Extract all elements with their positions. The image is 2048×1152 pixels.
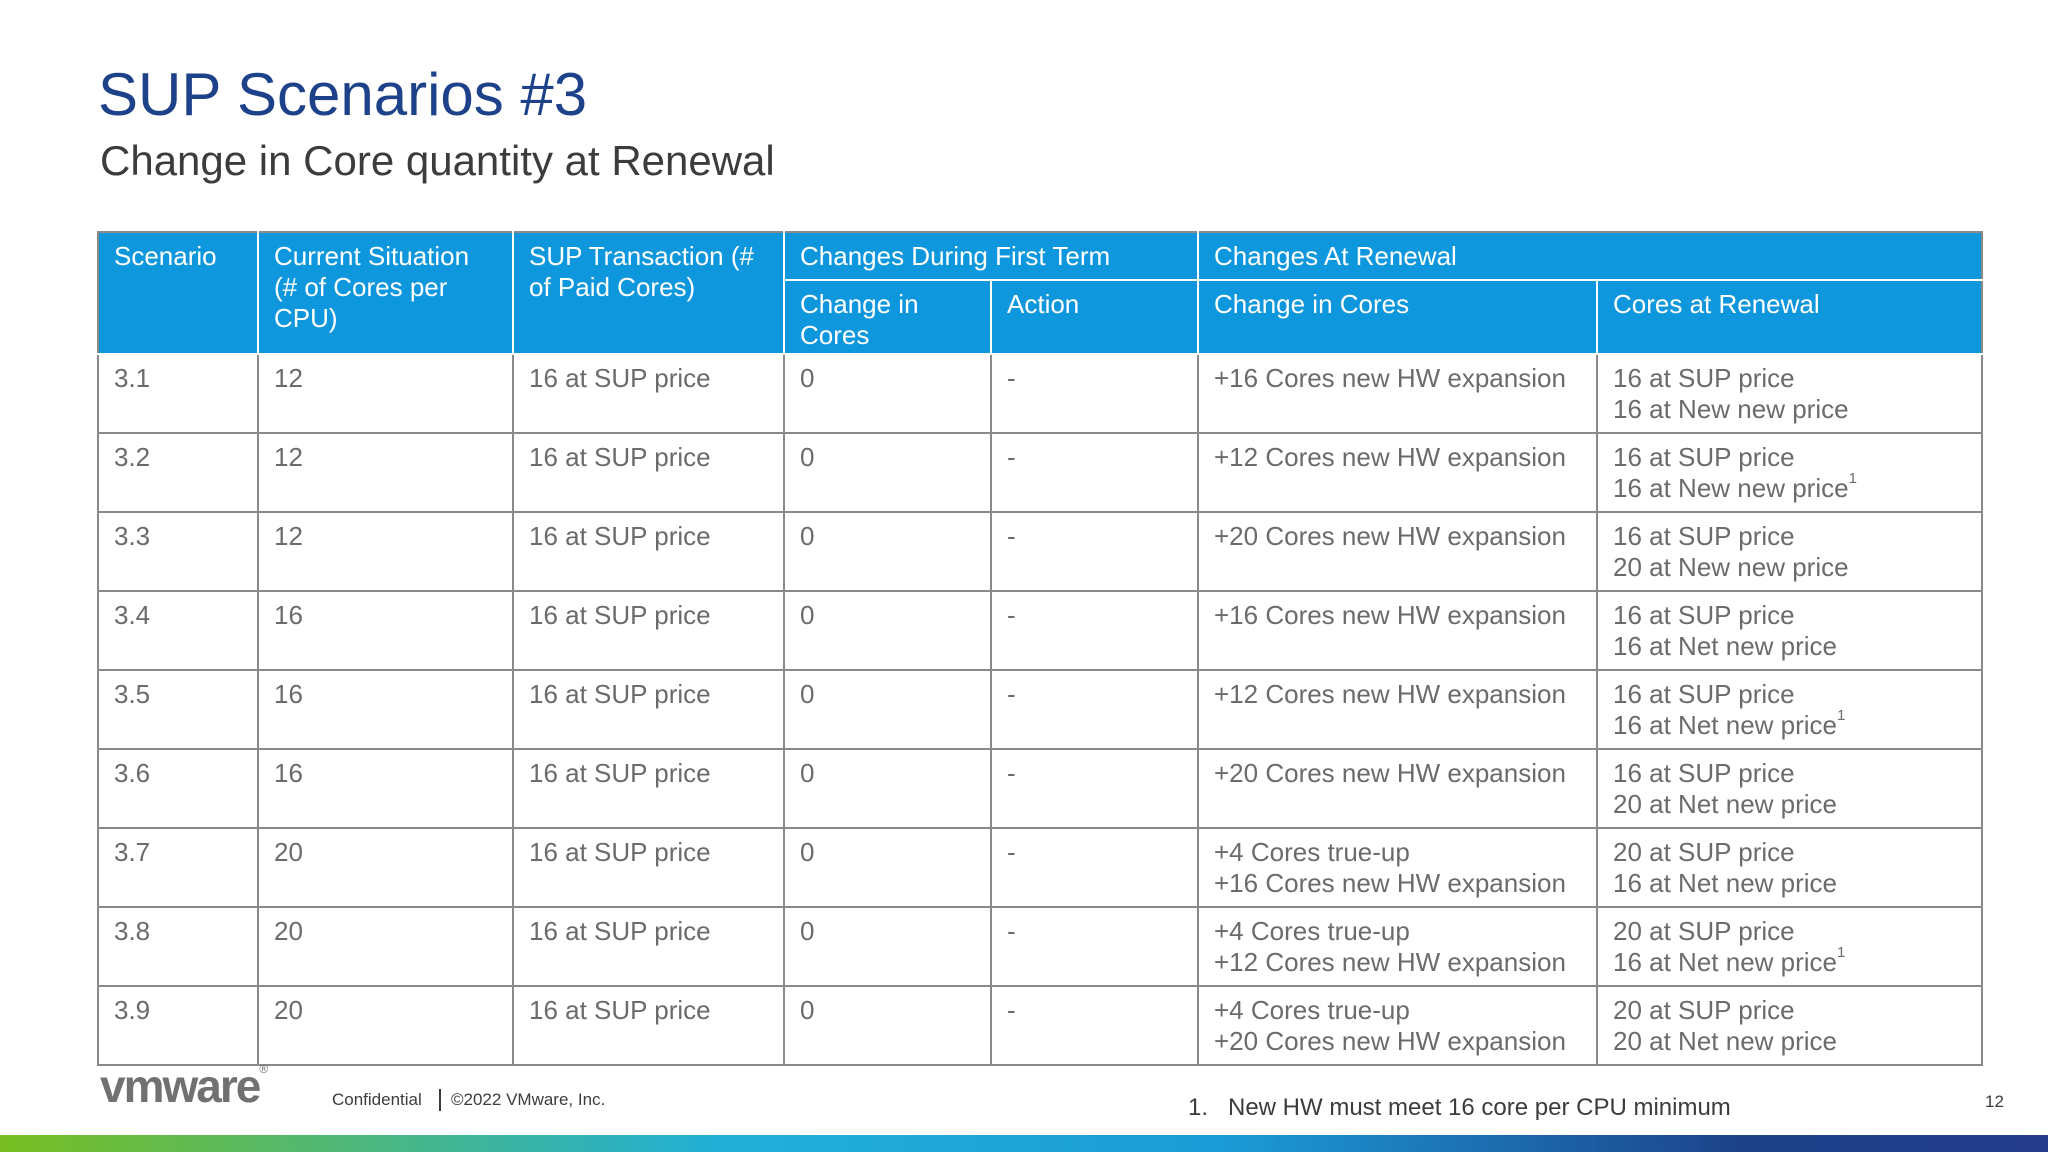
cell-current-situation: 20 — [258, 828, 513, 907]
cell-change-in-cores: 0 — [784, 354, 991, 433]
renewal-change-line: +16 Cores new HW expansion — [1214, 600, 1566, 630]
cell-scenario: 3.6 — [98, 749, 258, 828]
table-body — [98, 354, 1982, 1065]
cell-scenario: 3.5 — [98, 670, 258, 749]
confidential-label: Confidential — [332, 1090, 422, 1109]
cores-at-renewal-text: 16 at SUP price — [1613, 679, 1795, 709]
cell-scenario: 3.4 — [98, 591, 258, 670]
page-number: 12 — [1985, 1092, 2004, 1111]
renewal-change-line: +12 Cores new HW expansion — [1214, 442, 1566, 472]
cell-change-in-cores: 0 — [784, 670, 991, 749]
renewal-change-line: +12 Cores new HW expansion — [1214, 679, 1566, 709]
cell-renewal-change — [1198, 986, 1597, 1065]
cores-at-renewal-line — [1613, 679, 1967, 710]
header-cores-at-renewal: Cores at Renewal — [1597, 280, 1982, 354]
cores-at-renewal-text: 16 at Net new price — [1613, 710, 1838, 740]
cores-at-renewal-line — [1613, 363, 1967, 394]
cell-action: - — [991, 670, 1198, 749]
cell-action: - — [991, 828, 1198, 907]
header-scenario: Scenario — [98, 232, 258, 354]
cell-change-in-cores: 0 — [784, 591, 991, 670]
cell-change-in-cores: 0 — [784, 986, 991, 1065]
cores-at-renewal-text: 16 at Net new price — [1613, 868, 1838, 898]
cores-at-renewal-line — [1613, 707, 1967, 741]
cores-at-renewal-text: 16 at SUP price — [1613, 758, 1795, 788]
cores-at-renewal-text: 16 at SUP price — [1613, 363, 1795, 393]
cell-action: - — [991, 749, 1198, 828]
cell-change-in-cores: 0 — [784, 749, 991, 828]
cell-sup-transaction: 16 at SUP price — [513, 354, 784, 433]
cores-at-renewal-text: 16 at SUP price — [1613, 442, 1795, 472]
cell-sup-transaction: 16 at SUP price — [513, 433, 784, 512]
cell-current-situation: 20 — [258, 986, 513, 1065]
cell-cores-at-renewal — [1597, 670, 1982, 749]
scenarios-table — [97, 231, 1983, 1066]
cell-cores-at-renewal — [1597, 986, 1982, 1065]
cores-at-renewal-line — [1613, 995, 1967, 1026]
cell-cores-at-renewal — [1597, 907, 1982, 986]
footnote-number: 1. — [1188, 1094, 1209, 1121]
cores-at-renewal-line — [1613, 631, 1967, 662]
cell-cores-at-renewal — [1597, 512, 1982, 591]
cell-renewal-change — [1198, 512, 1597, 591]
renewal-change-line: +4 Cores true-up — [1214, 995, 1410, 1025]
table-row — [98, 354, 1982, 433]
brand-gradient-bar — [0, 1135, 2048, 1152]
cell-action: - — [991, 433, 1198, 512]
cell-current-situation: 12 — [258, 433, 513, 512]
cell-action: - — [991, 986, 1198, 1065]
cell-cores-at-renewal — [1597, 749, 1982, 828]
cores-at-renewal-line — [1613, 789, 1967, 820]
footnote-marker: 1 — [1837, 707, 1846, 725]
cell-cores-at-renewal — [1597, 354, 1982, 433]
header-current-situation: Current Situation (# of Cores per CPU) — [258, 232, 513, 354]
cores-at-renewal-line — [1613, 600, 1967, 631]
copyright-text: ©2022 VMware, Inc. — [451, 1090, 606, 1109]
header-change-in-cores-renewal: Change in Cores — [1198, 280, 1597, 354]
table-row — [98, 828, 1982, 907]
cores-at-renewal-line — [1613, 916, 1967, 947]
cores-at-renewal-line — [1613, 1026, 1967, 1057]
header-change-in-cores-first-term: Change in Cores — [784, 280, 991, 354]
cell-renewal-change — [1198, 907, 1597, 986]
table-row — [98, 749, 1982, 828]
cores-at-renewal-text: 20 at SUP price — [1613, 837, 1795, 867]
footnote — [1188, 1094, 1731, 1122]
cores-at-renewal-text: 16 at Net new price — [1613, 631, 1838, 661]
footer-divider — [439, 1089, 441, 1111]
cell-change-in-cores: 0 — [784, 433, 991, 512]
cores-at-renewal-text: 16 at New new price — [1613, 394, 1849, 424]
cell-scenario: 3.8 — [98, 907, 258, 986]
cell-renewal-change — [1198, 749, 1597, 828]
cores-at-renewal-text: 16 at SUP price — [1613, 600, 1795, 630]
renewal-change-line: +12 Cores new HW expansion — [1214, 947, 1566, 977]
cores-at-renewal-text: 20 at Net new price — [1613, 1026, 1838, 1056]
cores-at-renewal-line — [1613, 394, 1967, 425]
cell-sup-transaction: 16 at SUP price — [513, 749, 784, 828]
footnote-marker: 1 — [1848, 470, 1857, 488]
renewal-change-line: +4 Cores true-up — [1214, 916, 1410, 946]
cores-at-renewal-line — [1613, 521, 1967, 552]
cores-at-renewal-text: 20 at Net new price — [1613, 789, 1838, 819]
header-action: Action — [991, 280, 1198, 354]
cell-scenario: 3.9 — [98, 986, 258, 1065]
cores-at-renewal-text: 20 at SUP price — [1613, 916, 1795, 946]
cell-renewal-change — [1198, 433, 1597, 512]
cell-renewal-change — [1198, 354, 1597, 433]
cell-current-situation: 16 — [258, 749, 513, 828]
footnote-text: New HW must meet 16 core per CPU minimum — [1228, 1094, 1731, 1121]
cores-at-renewal-line — [1613, 758, 1967, 789]
cell-sup-transaction: 16 at SUP price — [513, 986, 784, 1065]
cell-sup-transaction: 16 at SUP price — [513, 512, 784, 591]
cores-at-renewal-line — [1613, 470, 1967, 504]
cell-change-in-cores: 0 — [784, 512, 991, 591]
cell-action: - — [991, 512, 1198, 591]
header-changes-at-renewal: Changes At Renewal — [1198, 232, 1982, 280]
cores-at-renewal-line — [1613, 552, 1967, 583]
table-row — [98, 512, 1982, 591]
cores-at-renewal-line — [1613, 868, 1967, 899]
footnote-marker: 1 — [1837, 944, 1846, 962]
cores-at-renewal-text: 16 at Net new price — [1613, 947, 1838, 977]
cell-change-in-cores: 0 — [784, 907, 991, 986]
renewal-change-line: +20 Cores new HW expansion — [1214, 758, 1566, 788]
cell-cores-at-renewal — [1597, 433, 1982, 512]
renewal-change-line: +20 Cores new HW expansion — [1214, 1026, 1566, 1056]
cell-current-situation: 20 — [258, 907, 513, 986]
cell-cores-at-renewal — [1597, 828, 1982, 907]
slide-title: SUP Scenarios #3 — [98, 61, 588, 128]
table-row — [98, 986, 1982, 1065]
cell-renewal-change — [1198, 670, 1597, 749]
cores-at-renewal-text: 16 at New new price — [1613, 473, 1849, 503]
cell-sup-transaction: 16 at SUP price — [513, 907, 784, 986]
cell-action: - — [991, 591, 1198, 670]
cell-sup-transaction: 16 at SUP price — [513, 591, 784, 670]
header-sup-transaction: SUP Transaction (# of Paid Cores) — [513, 232, 784, 354]
cores-at-renewal-text: 16 at SUP price — [1613, 521, 1795, 551]
table-row — [98, 670, 1982, 749]
cell-sup-transaction: 16 at SUP price — [513, 828, 784, 907]
cores-at-renewal-line — [1613, 442, 1967, 473]
cell-renewal-change — [1198, 591, 1597, 670]
cell-current-situation: 16 — [258, 591, 513, 670]
table-row — [98, 907, 1982, 986]
vmware-logo: vmware® — [100, 1060, 269, 1112]
cell-sup-transaction: 16 at SUP price — [513, 670, 784, 749]
cell-scenario: 3.1 — [98, 354, 258, 433]
table-row — [98, 433, 1982, 512]
renewal-change-line: +16 Cores new HW expansion — [1214, 363, 1566, 393]
cores-at-renewal-line — [1613, 837, 1967, 868]
cell-scenario: 3.7 — [98, 828, 258, 907]
cell-action: - — [991, 354, 1198, 433]
cell-action: - — [991, 907, 1198, 986]
cell-current-situation: 12 — [258, 512, 513, 591]
renewal-change-line: +16 Cores new HW expansion — [1214, 868, 1566, 898]
cores-at-renewal-text: 20 at New new price — [1613, 552, 1849, 582]
cell-scenario: 3.3 — [98, 512, 258, 591]
cell-current-situation: 12 — [258, 354, 513, 433]
cores-at-renewal-line — [1613, 944, 1967, 978]
cell-change-in-cores: 0 — [784, 828, 991, 907]
table-row — [98, 591, 1982, 670]
renewal-change-line: +20 Cores new HW expansion — [1214, 521, 1566, 551]
slide-subtitle: Change in Core quantity at Renewal — [100, 137, 775, 184]
header-changes-first-term: Changes During First Term — [784, 232, 1198, 280]
cell-renewal-change — [1198, 828, 1597, 907]
renewal-change-line: +4 Cores true-up — [1214, 837, 1410, 867]
cell-current-situation: 16 — [258, 670, 513, 749]
cell-scenario: 3.2 — [98, 433, 258, 512]
cell-cores-at-renewal — [1597, 591, 1982, 670]
cores-at-renewal-text: 20 at SUP price — [1613, 995, 1795, 1025]
